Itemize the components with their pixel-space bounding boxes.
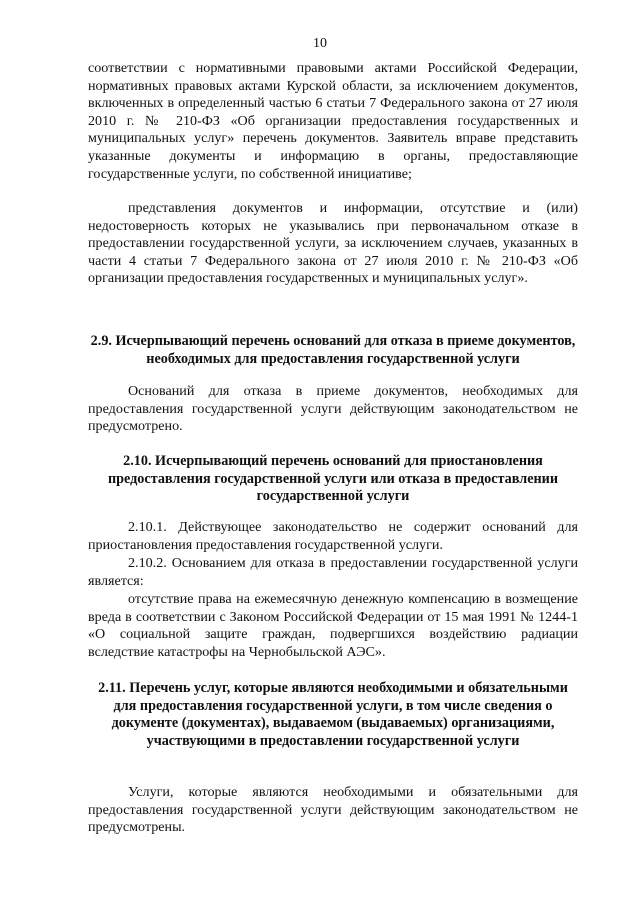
paragraph-text: отсутствие права на ежемесячную денежную компенсацию в возмещение вреда в соответствии с Законом Российской Федерации от 15 мая 1991 № 1244-1 «О социальной защите граждан, подвергшихся воздействию радиации вследствие катастрофы на Чернобыльской АЭС». xyxy=(88,591,578,660)
section-2-9-text xyxy=(88,383,578,436)
paragraph-text: представления документов и информации, отсутствие и (или) недостоверность которых не указывались при первоначальном отказе в предоставлении государственной услуги, за исключением случаев, указанных в части 4 статьи 7 Федерального закона от 27 июля 2010 г. № 210-ФЗ «Об организации предоставления государственных и муниципальных услуг». xyxy=(88,200,578,287)
page-number: 10 xyxy=(313,36,327,51)
section-heading: 2.10. Исчерпывающий перечень оснований для приостановления предоставления государственной услуги или отказа в предоставлении государственной услуги xyxy=(107,453,559,505)
section-2-10-heading xyxy=(88,453,578,506)
section-2-11-heading xyxy=(88,680,578,750)
paragraph-text: соответствии с нормативными правовыми актами Российской Федерации, нормативных правовых актами Курской области, за исключением документов, включенных в определенный частью 6 статьи 7 Федерального закона от 27 июля 2010 г. № 210-ФЗ «Об организации предоставления государственных и муниципальных услуг» перечень документов. Заявитель вправе представить указанные документы и информацию в органы, предоставляющие государственные услуги, по собственной инициативе; xyxy=(88,60,578,182)
intro-paragraph-2 xyxy=(88,200,578,288)
section-2-10-1 xyxy=(88,519,578,554)
section-heading: 2.9. Исчерпывающий перечень оснований для отказа в приеме документов, необходимых для предоставления государственной услуги xyxy=(90,333,576,367)
paragraph-text: Оснований для отказа в приеме документов, необходимых для предоставления государственной услуги действующим законодательством не предусмотрено. xyxy=(88,383,578,435)
section-2-11-text xyxy=(88,784,578,837)
section-2-10-2-item xyxy=(88,591,578,661)
paragraph-text: 2.10.2. Основанием для отказа в предоставлении государственной услуги является: xyxy=(88,555,578,589)
intro-paragraph-1 xyxy=(88,60,578,183)
section-heading: 2.11. Перечень услуг, которые являются необходимыми и обязательными для предоставления государственной услуги, в том числе сведения о документе (документах), выдаваемом (выдаваемых) организациями, участвующими в предоставлении государственной услуги xyxy=(98,680,568,749)
section-2-10-2 xyxy=(88,555,578,590)
paragraph-text: Услуги, которые являются необходимыми и обязательными для предоставления государственной услуги действующим законодательством не предусмотрены. xyxy=(88,784,578,836)
paragraph-text: 2.10.1. Действующее законодательство не содержит оснований для приостановления предоставления государственной услуги. xyxy=(88,519,578,553)
section-2-9-heading xyxy=(88,333,578,368)
